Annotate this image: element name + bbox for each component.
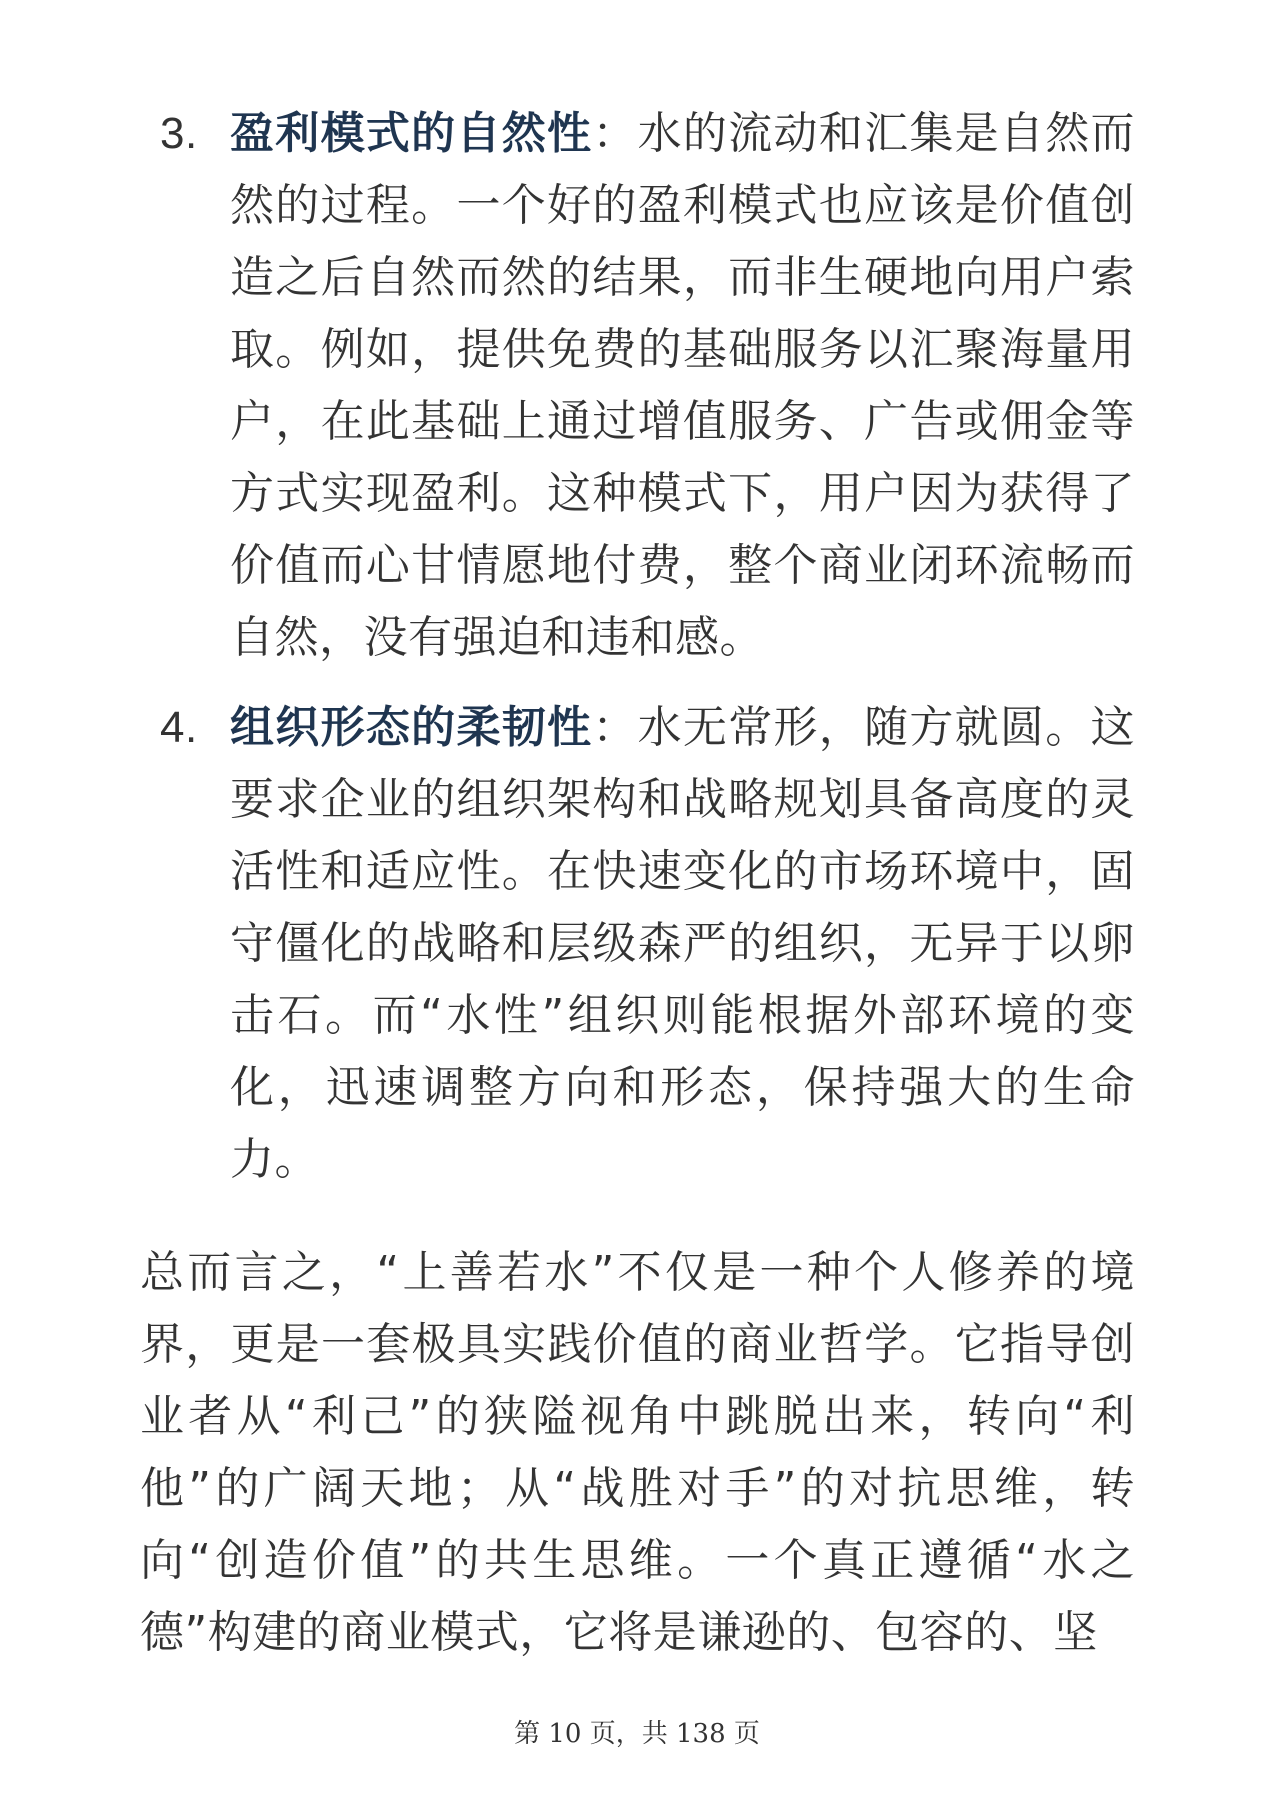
list-item-text: ：水的流动和汇集是自然而然的过程。一个好的盈利模式也应该是价值创造之后自然而然的结果，而非生硬地向用户索取。例如，提供免费的基础服务以汇聚海量用户，在此基础上通过增值服务、广告或佣金等方式实现盈利。这种模式下，用户因为获得了价值而心甘情愿地付费，整个商业闭环流畅而自然，没有强迫和违和感。	[230, 108, 1136, 663]
summary-paragraph: 总而言之，“上善若水”不仅是一种个人修养的境界，更是一套极具实践价值的商业哲学。它指导创业者从“利己”的狭隘视角中跳脱出来，转向“利他”的广阔天地；从“战胜对手”的对抗思维，转向“创造价值”的共生思维。一个真正遵循“水之德”构建的商业模式，它将是谦逊的、包容的、坚	[140, 1247, 1135, 1658]
page-footer: 第 10 页，共 138 页	[514, 1719, 760, 1749]
list-item	[160, 692, 1135, 1196]
list-item-term: 组织形态的柔韧性	[230, 702, 593, 753]
list-item-term: 盈利模式的自然性	[230, 108, 593, 159]
list-item	[160, 98, 1135, 674]
list-item-number: 3.	[160, 109, 198, 158]
numbered-list	[160, 98, 1135, 1214]
list-item-number: 4.	[160, 703, 198, 752]
list-item-text: ：水无常形，随方就圆。这要求企业的组织架构和战略规划具备高度的灵活性和适应性。在快速变化的市场环境中，固守僵化的战略和层级森严的组织，无异于以卵击石。而“水性”组织则能根据外部环境的变化，迅速调整方向和形态，保持强大的生命力。	[230, 702, 1136, 1185]
